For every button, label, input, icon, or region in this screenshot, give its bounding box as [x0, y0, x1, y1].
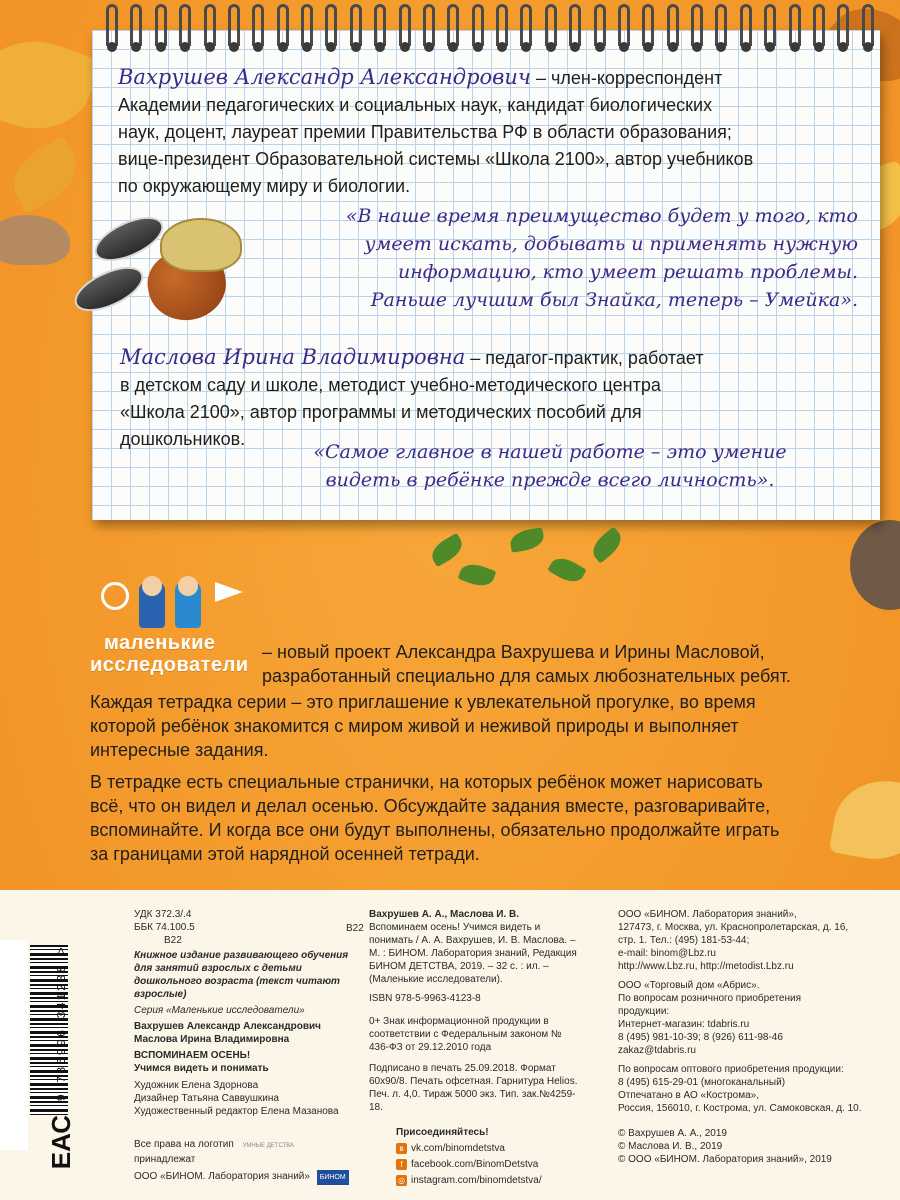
- author1-bio-first: – член-корреспондент: [531, 68, 723, 88]
- rights-owner: ООО «БИНОМ. Лаборатория знаний»: [134, 1171, 310, 1182]
- imprint-title: ВСПОМИНАЕМ ОСЕНЬ!: [134, 1050, 251, 1061]
- author2-bio: [120, 344, 860, 453]
- magnifier-icon: [101, 582, 129, 610]
- author1-name: Вахрушев Александр Александрович: [118, 65, 531, 89]
- book-code: В22: [164, 935, 182, 946]
- quote-line: видеть в ребёнке прежде всего личность».: [325, 469, 775, 491]
- join-label: Присоединяйтесь!: [396, 1127, 489, 1138]
- publisher-line: http://www.Lbz.ru, http://metodist.Lbz.ru: [618, 961, 794, 972]
- paragraph-line: которой ребёнок знакомится с миром живой и неживой природы и выполняет: [90, 716, 739, 736]
- udk: УДК 372.3/.4: [134, 909, 192, 920]
- publisher-line: 127473, г. Москва, ул. Краснопролетарская, д. 16,: [618, 922, 849, 933]
- publisher-line: 8 (495) 615-29-01 (многоканальный): [618, 1077, 786, 1088]
- author1-quote: [268, 202, 858, 314]
- social-instagram[interactable]: [346, 1174, 578, 1187]
- barcode-number: 9 785996 341238 >: [55, 945, 69, 1102]
- publisher-line: стр. 1. Тел.: (495) 181-53-44;: [618, 935, 750, 946]
- publisher-line: По вопросам розничного приобретения: [618, 993, 802, 1004]
- copyright-line: © Маслова И. В., 2019: [618, 1141, 723, 1152]
- age-rating-note: 0+ Знак информационной продукции в соответствии с Федеральным законом № 436-ФЗ от 29.12.2010 года: [369, 1016, 562, 1053]
- quote-line: умеет искать, добывать и применять нужную: [364, 233, 858, 255]
- publisher-line: По вопросам оптового приобретения продукции:: [618, 1064, 844, 1075]
- logo-line2: исследователи: [90, 654, 249, 676]
- binom-logo: БИНОМ: [317, 1170, 349, 1185]
- paragraph-line: вспоминайте. И когда все они будут выполнены, обязательно продолжайте играть: [90, 820, 780, 840]
- author2-bio-first: – педагог-практик, работает: [465, 348, 704, 368]
- author1-bio-line: по окружающему миру и биологии.: [118, 176, 411, 196]
- paragraph-line: Каждая тетрадка серии – это приглашение к увлекательной прогулке, во время: [90, 692, 756, 712]
- artist-credit: Художник Елена Здорнова: [134, 1080, 259, 1091]
- edition-note: Книжное издание развивающего обучения для занятий взрослых с детьми дошкольного возраста (текст читают взрослые): [134, 950, 349, 1000]
- imprint-author1: Вахрушев Александр Александрович: [134, 1021, 321, 1032]
- author2-name: Маслова Ирина Владимировна: [120, 345, 466, 369]
- paragraph-line: В тетрадке есть специальные странички, на которых ребёнок может нарисовать: [90, 772, 763, 792]
- publisher-line: 8 (495) 981-10-39; 8 (926) 611-98-46: [618, 1032, 783, 1043]
- spiral-binding: [100, 4, 880, 50]
- social-link-text: instagram.com/binomdetstva/: [411, 1175, 542, 1186]
- rights-line: [134, 1138, 349, 1166]
- social-facebook[interactable]: [346, 1158, 578, 1171]
- quote-line: «В наше время преимущество будет у того, кто: [345, 205, 858, 227]
- paragraph-line: всё, что он видел и делал осенью. Обсуждайте задания вместе, разговаривайте,: [90, 796, 771, 816]
- paragraph-line: за границами этой нарядной осенней тетради.: [90, 844, 480, 864]
- acorn-illustration: [146, 218, 238, 318]
- rights-line-2: [134, 1170, 349, 1185]
- author2-quote: [260, 438, 840, 494]
- catalog-description: Вспоминаем осень! Учимся видеть и понимать / А. А. Вахрушев, И. В. Маслова. – М. : БИНОМ. Лаборатория знаний, Редакция БИНОМ ДЕТСТВА, 2019. – 32 с. : ил. – (Маленькие исследователи).: [369, 922, 577, 985]
- art-editor-credit: Художественный редактор Елена Мазанова: [134, 1106, 339, 1117]
- isbn: ISBN 978-5-9963-4123-8: [369, 993, 481, 1004]
- social-link-text: facebook.com/BinomDetstva: [411, 1159, 539, 1170]
- author1-bio-line: наук, доцент, лауреат премии Правительства РФ в области образования;: [118, 122, 732, 142]
- imprint-right: [618, 908, 880, 1166]
- barcode-area: [0, 940, 28, 1150]
- rights-text: Все права на логотип: [134, 1139, 234, 1150]
- publisher-line: продукции:: [618, 1006, 670, 1017]
- eac-mark: ЕАС: [46, 1115, 76, 1170]
- author2-bio-line: «Школа 2100», автор программы и методических пособий для: [120, 402, 642, 422]
- leaf-decoration: [0, 24, 102, 146]
- quote-line: информацию, кто умеет решать проблемы.: [398, 261, 858, 283]
- series-logo-text: [90, 632, 258, 676]
- rights-text: принадлежат: [134, 1154, 196, 1165]
- paragraph-line: интересные задания.: [90, 740, 269, 760]
- facebook-icon: f: [396, 1159, 407, 1170]
- quote-line: «Самое главное в нашей работе – это умение: [313, 441, 787, 463]
- publisher-line: ООО «БИНОМ. Лаборатория знаний»,: [618, 909, 797, 920]
- vine-illustration: [420, 520, 640, 600]
- umnye-detstva-logo: УМНЫЕ ДЕТСТВА: [242, 1143, 295, 1149]
- author1-bio: [118, 64, 858, 200]
- publisher-line: Отпечатано в АО «Кострома»,: [618, 1090, 759, 1101]
- author2-bio-line: в детском саду и школе, методист учебно-методического центра: [120, 375, 661, 395]
- series-logo-illustration: [95, 568, 255, 630]
- publisher-line: zakaz@tdabris.ru: [618, 1045, 696, 1056]
- imprint-middle: [346, 908, 578, 1187]
- author1-bio-line: вице-президент Образовательной системы «Школа 2100», автор учебников: [118, 149, 754, 169]
- book-code: В22: [346, 923, 364, 934]
- leaf-decoration: [2, 136, 88, 214]
- flag-icon: [215, 582, 243, 602]
- publisher-line: Интернет-магазин: tdabris.ru: [618, 1019, 750, 1030]
- series-label: Серия «Маленькие исследователи»: [134, 1005, 305, 1016]
- vk-icon: в: [396, 1143, 407, 1154]
- quote-line: Раньше лучшим был Знайка, теперь – Умейка».: [370, 289, 858, 311]
- print-info: Подписано в печать 25.09.2018. Формат 60x90/8. Печать офсетная. Гарнитура Helios. Печ. л. 4,0. Тираж 5000 экз. Тип. зак.№4259-18.: [369, 1063, 578, 1113]
- author1-bio-line: Академии педагогических и социальных наук, кандидат биологических: [118, 95, 713, 115]
- social-vk[interactable]: [346, 1142, 578, 1155]
- imprint-subtitle: Учимся видеть и понимать: [134, 1063, 269, 1074]
- paragraph-1: [90, 690, 880, 762]
- social-link-text: vk.com/binomdetstva: [411, 1143, 505, 1154]
- designer-credit: Дизайнер Татьяна Саввушкина: [134, 1093, 279, 1104]
- publisher-line: e-mail: binom@Lbz.ru: [618, 948, 716, 959]
- hedgehog-illustration: [850, 520, 900, 610]
- catalog-authors: Вахрушев А. А., Маслова И. В.: [369, 909, 520, 920]
- copyright-line: © Вахрушев А. А., 2019: [618, 1128, 727, 1139]
- copyright-line: © ООО «БИНОМ. Лаборатория знаний», 2019: [618, 1154, 832, 1165]
- instagram-icon: ◎: [396, 1175, 407, 1186]
- imprint-left: [134, 908, 349, 1185]
- publisher-line: Россия, 156010, г. Кострома, ул. Самоковская, д. 10.: [618, 1103, 862, 1114]
- imprint-author2: Маслова Ирина Владимировна: [134, 1034, 290, 1045]
- series-intro: [262, 640, 882, 688]
- bbk: ББК 74.100.5: [134, 922, 195, 933]
- logo-line1: маленькие: [104, 632, 216, 654]
- author2-bio-line: дошкольников.: [120, 429, 246, 449]
- intro-line: – новый проект Александра Вахрушева и Ирины Масловой,: [262, 642, 765, 662]
- publisher-line: ООО «Торговый дом «Абрис».: [618, 980, 760, 991]
- mouse-illustration: [0, 215, 70, 265]
- paragraph-2: [90, 770, 880, 866]
- intro-line: разработанный специально для самых любознательных ребят.: [262, 666, 791, 686]
